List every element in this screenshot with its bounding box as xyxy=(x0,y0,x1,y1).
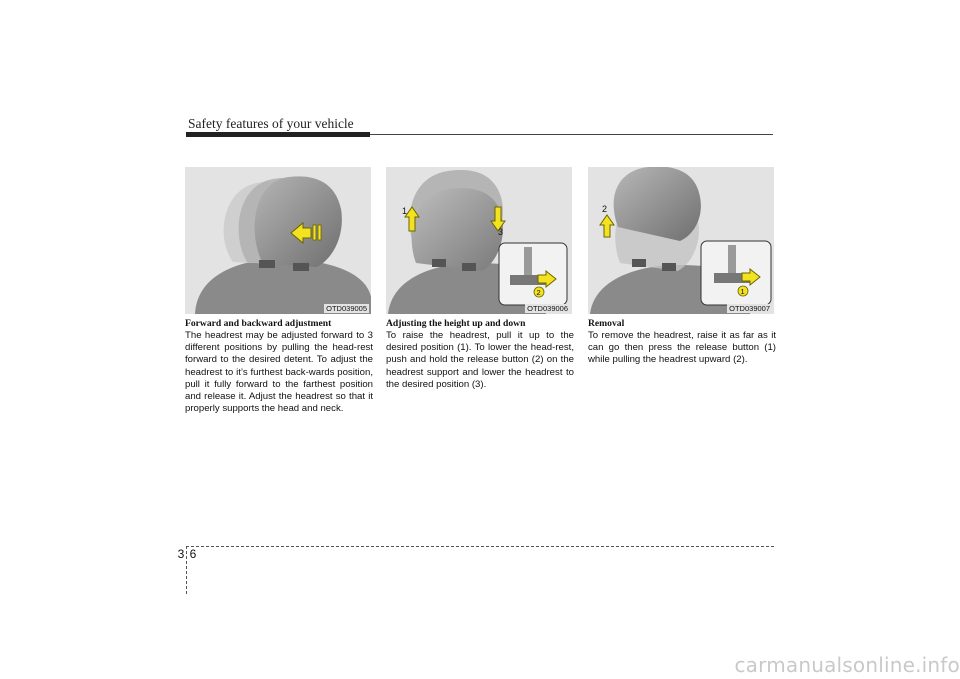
header-bar xyxy=(186,132,370,137)
section-title: Forward and backward adjustment xyxy=(185,318,332,329)
headrest-illustration xyxy=(386,167,572,314)
section-body: To remove the headrest, raise it as far as it can go then press the release button (1) while pulling the headrest upward (2). xyxy=(588,330,776,366)
section-forward-backward xyxy=(185,318,373,415)
figure-removal xyxy=(588,167,774,314)
page-number-value: 6 xyxy=(189,547,197,561)
footer-rule xyxy=(186,546,774,547)
section-height-adjust xyxy=(386,318,574,391)
page-number xyxy=(175,547,199,561)
label-3: 3 xyxy=(498,227,504,237)
figure-height-adjust xyxy=(386,167,572,314)
inset-detail xyxy=(499,243,567,305)
label-2: 2 xyxy=(536,288,541,297)
figure-code: OTD039006 xyxy=(527,304,568,313)
label-1: 1 xyxy=(740,287,745,296)
section-body: To raise the headrest, pull it up to the desired position (1). To lower the head-rest, push and hold the release button (2) on the headrest support and lower the headrest to the desired position (3). xyxy=(386,330,574,390)
header-title: Safety features of your vehicle xyxy=(188,116,354,131)
watermark: carmanualsonline.info xyxy=(734,653,960,677)
figure-code: OTD039007 xyxy=(729,304,770,313)
chapter-number: 3 xyxy=(177,547,185,561)
section-body: The headrest may be adjusted forward to 3 different positions by pulling the head-rest forward to the desired detent. To adjust the headrest to it’s furthest back-wards position, pull it fully forward to the farthest position and release it. Adjust the headrest so that it properly supports the head and neck. xyxy=(185,330,373,415)
section-removal xyxy=(588,318,776,367)
section-title: Adjusting the height up and down xyxy=(386,318,526,329)
headrest-illustration xyxy=(185,167,371,314)
figure-forward-backward xyxy=(185,167,371,314)
figure-code: OTD039005 xyxy=(326,304,367,313)
label-1: 1 xyxy=(402,206,408,216)
headrest-illustration xyxy=(588,167,774,314)
label-2: 2 xyxy=(602,204,608,214)
header-rule xyxy=(370,134,773,135)
section-title: Removal xyxy=(588,318,625,329)
arrow-up-icon xyxy=(600,215,614,237)
